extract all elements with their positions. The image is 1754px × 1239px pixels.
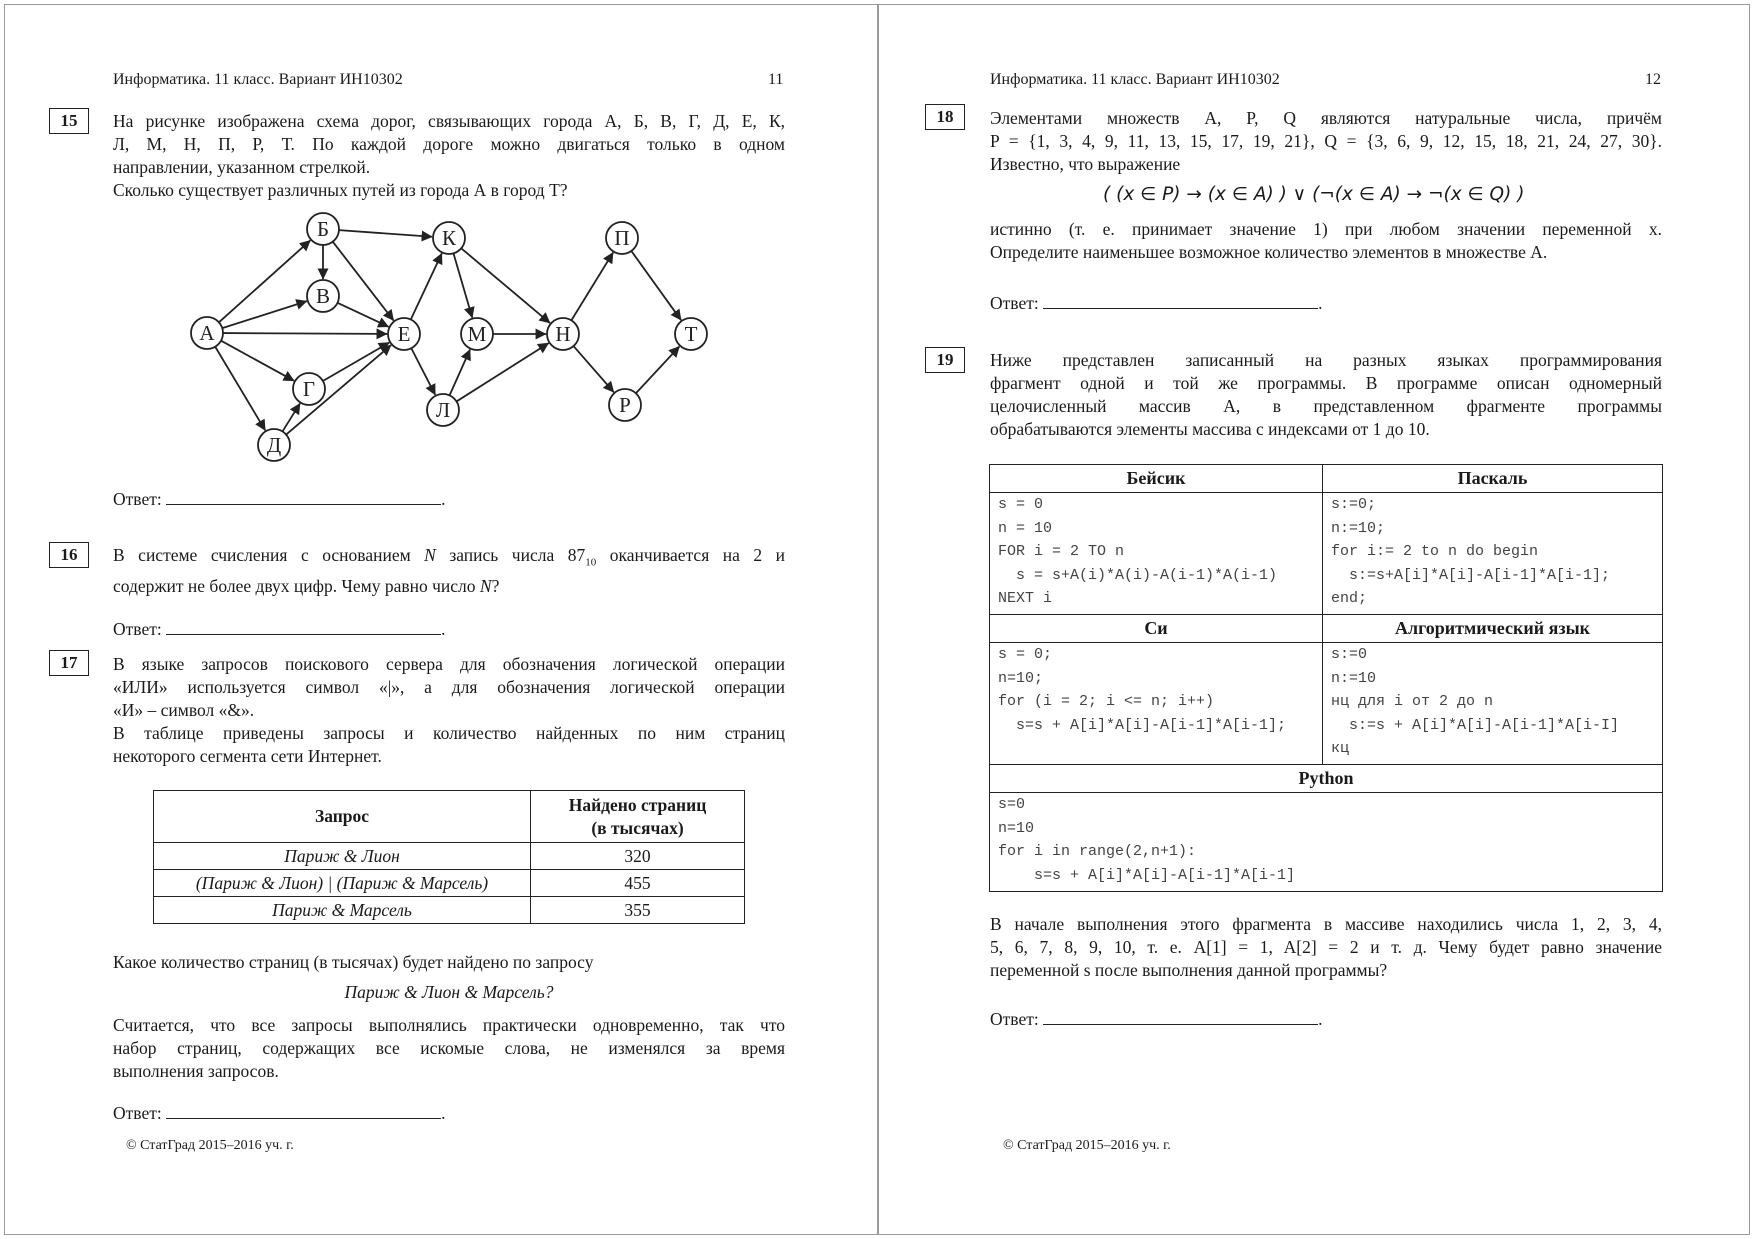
question-number-15: 15: [49, 108, 89, 134]
q16-answer-field[interactable]: [166, 616, 441, 635]
q16-line-1c: оканчивается на 2 и: [596, 545, 785, 565]
q18-text-2: [990, 218, 1662, 264]
q19-answer-label: Ответ:: [990, 1009, 1039, 1029]
q17-line-4: В таблице приведены запросы и количество найденных по ним страниц: [113, 723, 785, 743]
q17-col-query: Запрос: [154, 791, 531, 843]
q17-answer-field[interactable]: [166, 1100, 441, 1119]
graph-nodes: [191, 213, 707, 461]
q18-line-4: истинно (т. е. принимает значение 1) при любом значении переменной x.: [990, 219, 1662, 239]
q18-formula: ( (x ∈ P) → (x ∈ A) ) ∨ (¬(x ∈ A) → ¬(x ∈ Q) ): [1103, 184, 1525, 205]
q19-code-table: [989, 464, 1663, 892]
q15-line-3: направлении, указанном стрелкой.: [113, 157, 371, 177]
q17-pages-cell: 320: [531, 843, 745, 870]
q15-answer-label: Ответ:: [113, 489, 162, 509]
q15-line-1: На рисунке изображена схема дорог, связывающих города А, Б, В, Г, Д, Е, К,: [113, 111, 785, 131]
q17-question-line: Какое количество страниц (в тысячах) будет найдено по запросу: [113, 952, 594, 972]
q15-line-4: Сколько существует различных путей из города А в город Т?: [113, 180, 568, 200]
road-edge-К-М: [453, 253, 472, 317]
q17-line-1: В языке запросов поискового сервера для обозначения логической операции: [113, 654, 785, 674]
road-edge-Е-Л: [411, 348, 435, 395]
q19-after-line-1: В начале выполнения этого фрагмента в массиве находились числа 1, 2, 3, 4,: [990, 914, 1662, 934]
q18-line-3: Известно, что выражение: [990, 154, 1181, 174]
right-page-header: Информатика. 11 класс. Вариант ИН10302: [990, 71, 1280, 88]
q16-line-2a: содержит не более двух цифр. Чему равно число: [113, 575, 480, 596]
q17-answer: Ответ: .: [113, 1100, 445, 1124]
q19-after-text: [990, 913, 1662, 982]
q17-col-pages-line2: (в тысячах): [591, 817, 684, 838]
city-label-Р: Р: [619, 393, 631, 417]
q19-after-line-2: 5, 6, 7, 8, 9, 10, т. е. A[1] = 1, A[2] = 2 и т. д. Чему будет равно значение: [990, 937, 1662, 957]
city-label-Е: Е: [397, 322, 411, 346]
q19-line-2: фрагмент одной и той же программы. В программе описан одномерный: [990, 373, 1662, 393]
q17-answer-label: Ответ:: [113, 1103, 162, 1123]
road-edge-К-Н: [461, 248, 550, 323]
road-graph-diagram: [0, 0, 877, 480]
q19-line-4: обрабатываются элементы массива с индексами от 1 до 10.: [990, 419, 1430, 439]
road-edge-П-Т: [631, 251, 681, 320]
q16-line-1a: В системе счисления с основанием: [113, 545, 425, 565]
code-pascal: s:=0; n:=10; for i:= 2 to n do begin s:=s+A[i]*A[i]-A[i-1]*A[i-1]; end;: [1331, 496, 1611, 607]
right-page-number: 12: [1645, 71, 1661, 88]
table-row: [154, 897, 745, 924]
q17-col-pages-line1: Найдено страниц: [568, 794, 707, 815]
q19-answer-field[interactable]: [1043, 1006, 1318, 1025]
left-page-header: Информатика. 11 класс. Вариант ИН10302: [113, 71, 403, 88]
city-label-П: П: [614, 226, 630, 250]
road-edge-А-Д: [215, 347, 265, 431]
q19-line-1: Ниже представлен записанный на разных языках программирования: [990, 350, 1662, 370]
q18-answer-field[interactable]: [1043, 290, 1318, 309]
city-label-Д: Д: [266, 433, 282, 457]
code-title-alg: Алгоритмический язык: [1323, 615, 1663, 643]
q17-query-cell: Париж & Марсель: [154, 897, 531, 924]
road-edge-Л-Н: [457, 343, 549, 401]
q16-line-2: [113, 575, 785, 598]
question-number-19: 19: [925, 347, 965, 373]
city-label-Л: Л: [435, 398, 451, 422]
city-label-Б: Б: [316, 217, 330, 241]
q17-query-table: [153, 790, 745, 924]
code-title-c: Си: [990, 615, 1323, 643]
code-alg: s:=0 n:=10 нц для i от 2 до n s:=s + A[i]*A[i]-A[i-1]*A[i-I] кц: [1331, 646, 1620, 757]
city-label-М: М: [467, 322, 487, 346]
city-label-Г: Г: [302, 377, 316, 401]
q17-text: [113, 653, 785, 768]
q16-text: [113, 544, 785, 598]
q17-note: [113, 1014, 785, 1083]
q19-line-3: целочисленный массив A, в представленном фрагменте программы: [990, 396, 1662, 416]
q17-line-5: некоторого сегмента сети Интернет.: [113, 746, 382, 766]
code-c: s = 0; n=10; for (i = 2; i <= n; i++) s=s + A[i]*A[i]-A[i-1]*A[i-1];: [998, 646, 1287, 734]
road-edge-Н-П: [571, 252, 613, 320]
q17-col-pages: [531, 791, 745, 843]
q15-answer-field[interactable]: [166, 486, 441, 505]
city-label-К: К: [441, 226, 457, 250]
q17-note-line-1: Считается, что все запросы выполнялись практически одновременно, так что: [113, 1015, 785, 1035]
q17-pages-cell: 355: [531, 897, 745, 924]
road-edge-А-В: [222, 301, 307, 328]
city-label-В: В: [315, 284, 331, 308]
q16-N-1: N: [424, 545, 436, 565]
road-edge-Р-Т: [636, 346, 680, 393]
q19-after-line-3: переменной s после выполнения данной программы?: [990, 960, 1388, 980]
q16-line-1b: запись числа 87: [435, 545, 586, 565]
q17-note-line-2: набор страниц, содержащих все искомые слова, не изменялся за время: [113, 1038, 785, 1058]
code-title-python: Python: [990, 765, 1663, 793]
road-edge-Л-М: [450, 350, 471, 396]
q17-line-2: «ИЛИ» используется символ «|», а для обозначения логической операции: [113, 677, 785, 697]
code-title-basic: Бейсик: [990, 465, 1323, 493]
q16-subscript: 10: [585, 556, 597, 569]
right-page-footer: © СтатГрад 2015–2016 уч. г.: [1003, 1138, 1171, 1153]
q15-line-2: Л, М, Н, П, Р, Т. По каждой дороге можно двигаться только в одном: [113, 134, 785, 154]
q17-note-line-3: выполнения запросов.: [113, 1061, 279, 1081]
q16-line-1: [113, 544, 785, 575]
q17-query: Париж & Лион & Марсель?: [344, 982, 554, 1002]
q18-line-1: Элементами множеств A, P, Q являются натуральные числа, причём: [990, 108, 1662, 128]
q18-answer-label: Ответ:: [990, 293, 1039, 313]
road-edge-А-Б: [219, 240, 310, 322]
city-label-Т: Т: [684, 322, 698, 346]
question-number-16: 16: [49, 542, 89, 568]
table-row: [154, 870, 745, 897]
road-edge-А-Е: [223, 333, 387, 334]
q17-query-cell: Париж & Лион: [154, 843, 531, 870]
road-edge-В-Е: [337, 303, 388, 327]
q16-answer: Ответ: .: [113, 616, 445, 640]
question-number-17: 17: [49, 650, 89, 676]
q16-answer-label: Ответ:: [113, 619, 162, 639]
code-basic: s = 0 n = 10 FOR i = 2 TO n s = s+A(i)*A(i)-A(i-1)*A(i-1) NEXT i: [998, 496, 1278, 607]
road-edge-Б-К: [339, 230, 432, 237]
q16-line-2b: ?: [491, 575, 500, 596]
q17-question: [113, 951, 785, 974]
city-label-А: А: [199, 321, 215, 345]
road-edge-Е-К: [411, 253, 442, 319]
q17-query-cell: (Париж & Лион) | (Париж & Марсель): [154, 870, 531, 897]
q16-N-2: N: [479, 575, 492, 596]
q18-answer: Ответ: .: [990, 290, 1322, 314]
q15-answer: Ответ: .: [113, 486, 445, 510]
road-edge-Б-Е: [333, 242, 394, 321]
road-edge-Д-Г: [282, 403, 300, 431]
q18-line-2: P = {1, 3, 4, 9, 11, 13, 15, 17, 19, 21}, Q = {3, 6, 9, 12, 15, 18, 21, 24, 27, 30}.: [990, 131, 1662, 151]
left-page-number: 11: [768, 71, 784, 88]
q18-text: [990, 107, 1662, 176]
code-python: s=0 n=10 for i in range(2,n+1): s=s + A[i]*A[i]-A[i-1]*A[i-1]: [998, 796, 1296, 884]
city-label-Н: Н: [555, 322, 571, 346]
q19-text: [990, 349, 1662, 441]
left-page-footer: © СтатГрад 2015–2016 уч. г.: [126, 1138, 294, 1153]
table-row: [154, 843, 745, 870]
q18-line-5: Определите наименьшее возможное количество элементов в множестве A.: [990, 242, 1548, 262]
q17-line-3: «И» – символ «&».: [113, 700, 255, 720]
q17-pages-cell: 455: [531, 870, 745, 897]
road-edge-Н-Р: [574, 346, 614, 392]
q19-answer: Ответ: .: [990, 1006, 1322, 1030]
question-number-18: 18: [925, 104, 965, 130]
code-title-pascal: Паскаль: [1323, 465, 1663, 493]
